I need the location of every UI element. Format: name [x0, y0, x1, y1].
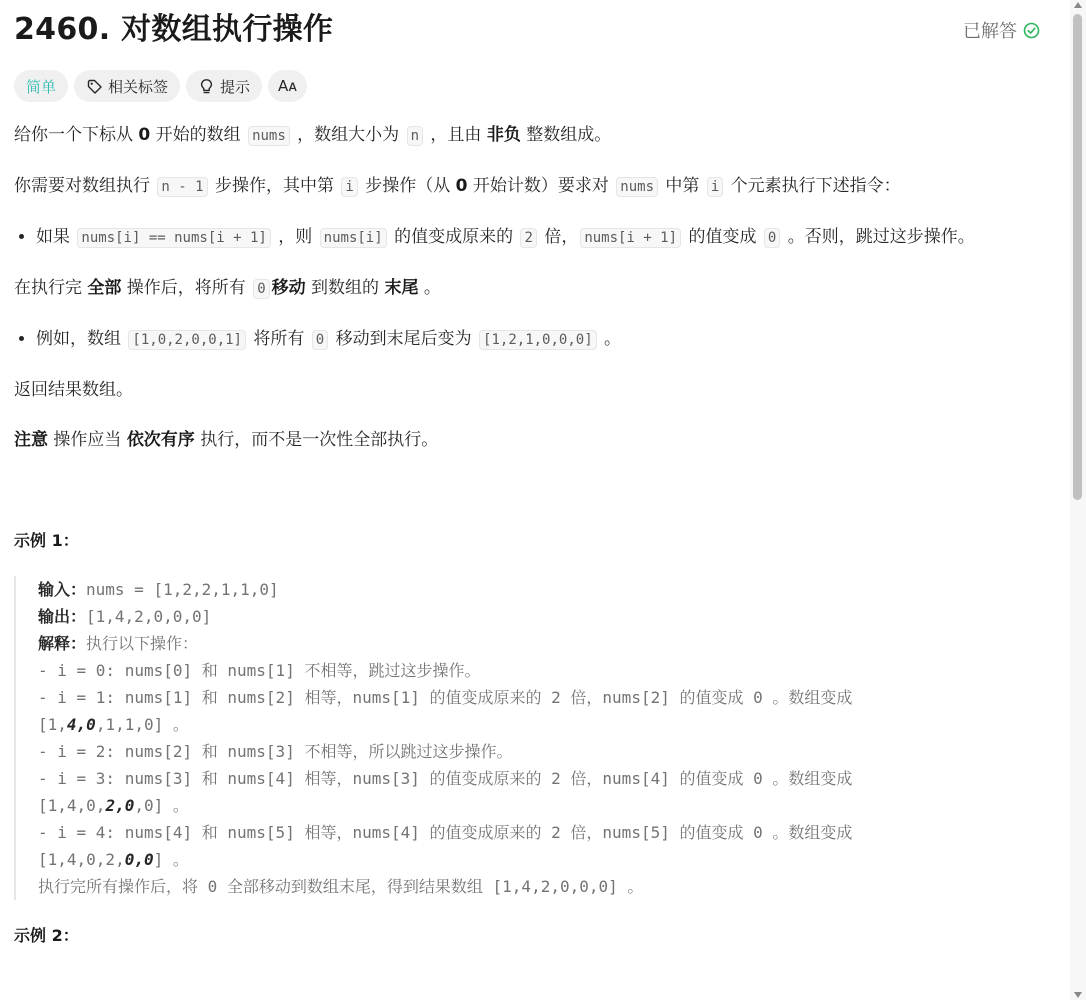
related-tags-button[interactable] — [74, 70, 180, 102]
tag-icon — [86, 78, 103, 95]
title-row — [14, 8, 1054, 52]
example-1-block: 输入：nums = [1,2,2,1,1,0] 输出：[1,4,2,0,0,0] 解释：执行以下操作： - i = 0: nums[0] 和 nums[1] 不相等，跳过这步操作。 - i = 1: nums[1] 和 nums[2] 相等，nums[1] 的值变成原来的 2 倍，nums[2] 的值变成 0 。数组变成 [1,4,0,1,1,0] 。 - i = 2: nums[2] 和 nums[3] 不相等，所以跳过这步操作。 - i = 3: nums[3] 和 nums[4] 相等，nums[3] 的值变成原来的 2 倍，nums[4] 的值变成 0 。数组变成 [1,4,0,2,0,0] 。 - i = 4: nums[4] 和 nums[5] 相等，nums[4] 的值变成原来的 2 倍，nums[5] 的值变成 0 。数组变成 [1,4,0,2,0,0] 。 执行完所有操作后，将 0 全部移动到数组末尾，得到结果数组 [1,4,2,0,0,0] 。 — [14, 576, 1044, 900]
tag-bar — [14, 70, 307, 102]
scrollbar-thumb[interactable] — [1073, 14, 1082, 500]
scroll-down-arrow-icon[interactable] — [1074, 992, 1082, 998]
solved-status — [963, 17, 1040, 43]
translate-icon: Aᴀ — [278, 77, 298, 95]
hint-button[interactable] — [186, 70, 262, 102]
desc-paragraph-3: 在执行完 全部 操作后，将所有 0 移动 到数组的 末尾 。 — [14, 278, 441, 298]
example-2-title: 示例 2： — [14, 926, 79, 945]
lightbulb-icon — [198, 78, 215, 95]
desc-paragraph-2: 你需要对数组执行 n - 1 步操作，其中第 i 步操作（从 0 开始计数）要求对 nums 中第 i 个元素执行下述指令： — [14, 176, 901, 196]
scroll-up-arrow-icon[interactable] — [1074, 2, 1082, 8]
solved-label: 已解答 — [963, 21, 1017, 42]
problem-description — [14, 122, 1044, 949]
desc-paragraph-4: 返回结果数组。 — [14, 380, 133, 400]
desc-paragraph-1: 给你一个下标从 0 开始的数组 nums ，数组大小为 n ，且由 非负 整数组成。 — [14, 125, 612, 145]
hint-label: 提示 — [220, 77, 251, 96]
scrollbar[interactable] — [1070, 0, 1086, 1000]
difficulty-badge[interactable]: 简单 — [14, 70, 68, 102]
related-tags-label: 相关标签 — [108, 77, 169, 96]
translate-button[interactable] — [268, 70, 307, 102]
instruction-list — [14, 224, 1044, 252]
example-list — [14, 326, 1044, 354]
note-paragraph: 注意 操作应当 依次有序 执行，而不是一次性全部执行。 — [14, 430, 439, 450]
check-circle-icon — [1023, 22, 1040, 39]
problem-title: 2460. 对数组执行操作 — [14, 12, 334, 47]
list-item: • 如果 nums[i] == nums[i + 1] ，则 nums[i] 的值变成原来的 2 倍， nums[i + 1] 的值变成 0 。否则，跳过这步操作。 — [36, 224, 1044, 252]
example-1-title: 示例 1： — [14, 531, 79, 550]
list-item: • 例如，数组 [1,0,2,0,0,1] 将所有 0 移动到末尾后变为 [1,2,1,0,0,0] 。 — [36, 326, 1044, 354]
